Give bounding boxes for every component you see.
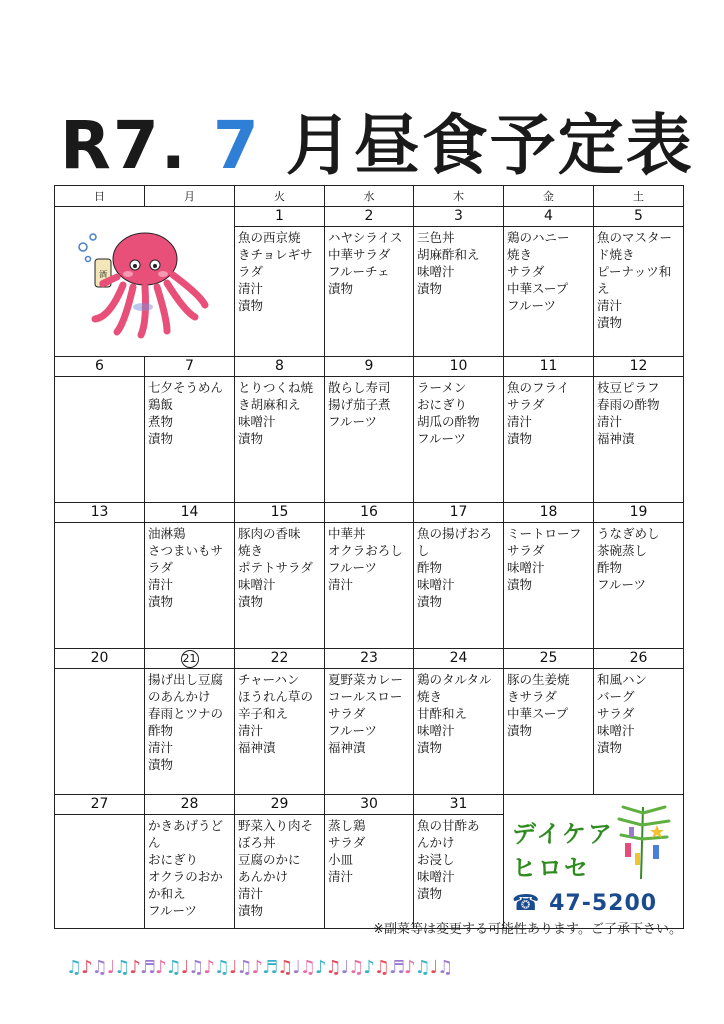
- day-menu: 魚の西京焼 きチョレギサ ラダ 清汁 漬物: [238, 230, 313, 313]
- day-number: 14: [145, 503, 234, 523]
- music-note-icon: ♫: [188, 957, 204, 978]
- weekday-mon: 月: [145, 186, 235, 207]
- music-note-icon: ♬: [262, 957, 278, 978]
- day-cell: [594, 649, 684, 795]
- day-cell: [235, 649, 325, 795]
- octopus-illustration-cell: [55, 207, 235, 357]
- day-menu: [55, 815, 144, 819]
- day-menu: 魚のフライ サラダ 清汁 漬物: [507, 380, 570, 446]
- music-note-icon: ♬: [388, 957, 405, 978]
- day-cell: [145, 649, 235, 795]
- day-cell: [594, 207, 684, 357]
- tanabata-bamboo-icon: [611, 803, 675, 881]
- day-number: 31: [414, 795, 503, 815]
- weekday-sun: 日: [55, 186, 145, 207]
- day-menu: ラーメン おにぎり 胡瓜の酢物 フルーツ: [417, 380, 480, 446]
- day-cell: [414, 795, 504, 929]
- week-row: [55, 503, 684, 649]
- music-note-icon: ♫: [414, 957, 430, 978]
- day-menu: 中華丼 オクラおろし フルーツ 清汁: [328, 526, 403, 592]
- music-note-icon: ♩: [340, 957, 349, 978]
- day-cell: [145, 503, 235, 649]
- music-note-icon: ♩: [292, 957, 300, 978]
- daycare-phone: [512, 891, 657, 916]
- day-number: 12: [594, 357, 683, 377]
- day-cell: [414, 207, 504, 357]
- day-menu: ハヤシライス 中華サラダ フルーチェ 漬物: [328, 230, 403, 296]
- disclaimer-note: ※副菜等は変更する可能性あります。ご了承下さい。: [373, 922, 682, 937]
- day-cell: [504, 207, 594, 357]
- day-menu: かきあげうど ん おにぎり オクラのおか か和え フルーツ: [148, 818, 224, 918]
- music-note-icon: ♪: [155, 957, 166, 978]
- title-month: 7: [212, 107, 261, 184]
- day-number: 27: [55, 795, 144, 815]
- day-number: 25: [504, 649, 593, 669]
- day-cell: [504, 503, 594, 649]
- week-row: [55, 357, 684, 503]
- day-number: 29: [235, 795, 324, 815]
- title-year: R7.: [60, 107, 188, 184]
- day-menu: 散らし寿司 揚げ茄子煮 フルーツ: [328, 380, 391, 429]
- daycare-info-cell: [504, 795, 684, 929]
- day-menu: 夏野菜カレー コールスロー サラダ フルーツ 福神漬: [328, 672, 404, 755]
- day-number: 6: [55, 357, 144, 377]
- day-menu: 七夕そうめん 鶏飯 煮物 漬物: [148, 380, 224, 446]
- day-number: 9: [325, 357, 413, 377]
- day-menu: 油淋鶏 さつまいもサ ラダ 清汁 漬物: [148, 526, 224, 609]
- music-note-icon: ♩: [228, 957, 237, 978]
- day-menu: 蒸し鶏 サラダ 小皿 清汁: [328, 818, 366, 884]
- day-number: 30: [325, 795, 413, 815]
- music-note-icon: ♫: [66, 957, 82, 978]
- music-note-icon: ♫: [91, 957, 107, 978]
- octopus-icon: [55, 207, 235, 352]
- week-row: [55, 207, 684, 357]
- day-number: 11: [504, 357, 593, 377]
- weekday-tue: 火: [235, 186, 325, 207]
- page-title: [60, 92, 700, 182]
- day-menu: 豚の生姜焼 きサラダ 中華スープ 漬物: [507, 672, 570, 738]
- day-menu: [55, 523, 144, 527]
- day-menu: 揚げ出し豆腐 のあんかけ 春雨とツナの 酢物 清汁 漬物: [148, 672, 224, 772]
- day-cell: [325, 503, 414, 649]
- day-number: 24: [414, 649, 503, 669]
- music-note-icon: ♫: [348, 957, 364, 978]
- music-note-icon: ♪: [404, 957, 415, 978]
- music-note-icon: ♫: [299, 957, 316, 978]
- day-menu: 鶏のタルタル 焼き 甘酢和え 味噌汁 漬物: [417, 672, 492, 755]
- day-menu: 魚の揚げおろ し 酢物 味噌汁 漬物: [417, 526, 493, 609]
- day-number: 8: [235, 357, 324, 377]
- day-menu: ミートローフ サラダ 味噌汁 漬物: [507, 526, 582, 592]
- day-number: 13: [55, 503, 144, 523]
- day-menu: 魚のマスター ド焼き ピーナッツ和 え 清汁 漬物: [597, 230, 673, 330]
- day-menu: チャーハン ほうれん草の 辛子和え 清汁 福神漬: [238, 672, 314, 755]
- music-note-icon: ♫: [165, 957, 181, 978]
- weekday-fri: 金: [504, 186, 594, 207]
- music-notes-decoration: [66, 957, 666, 983]
- week-row: [55, 795, 684, 929]
- music-note-icon: ♬: [139, 957, 156, 978]
- day-cell: [325, 207, 414, 357]
- music-note-icon: ♪: [129, 957, 140, 978]
- music-note-icon: ♫: [325, 957, 341, 978]
- phone-icon: ☎: [512, 891, 541, 916]
- music-note-icon: ♫: [373, 957, 389, 978]
- day-number: 2: [325, 207, 413, 227]
- day-menu: 魚の甘酢あ んかけ お浸し 味噌汁 漬物: [417, 818, 480, 901]
- day-menu: 豚肉の香味 焼き ポテトサラダ 味噌汁 漬物: [238, 526, 313, 609]
- weekday-header: [55, 186, 684, 207]
- day-cell: [55, 503, 145, 649]
- day-cell: [145, 357, 235, 503]
- day-cell: [325, 649, 414, 795]
- day-cell: [235, 207, 325, 357]
- day-number-circled: [145, 649, 234, 669]
- day-cell: [325, 357, 414, 503]
- day-number: 3: [414, 207, 503, 227]
- day-number: 21: [181, 650, 199, 668]
- day-cell: [504, 357, 594, 503]
- day-menu: [55, 669, 144, 673]
- music-note-icon: ♪: [203, 957, 214, 978]
- day-cell: [55, 357, 145, 503]
- week-row: [55, 649, 684, 795]
- day-cell: [235, 795, 325, 929]
- daycare-branch: ヒロセ: [512, 854, 590, 882]
- day-cell: [414, 503, 504, 649]
- day-number: 28: [145, 795, 234, 815]
- day-menu: とりつくね焼 き胡麻和え 味噌汁 漬物: [238, 380, 314, 446]
- day-menu: 枝豆ピラフ 春雨の酢物 清汁 福神漬: [597, 380, 660, 446]
- day-number: 19: [594, 503, 683, 523]
- title-text: 月昼食予定表: [285, 107, 694, 184]
- music-note-icon: ♩: [106, 957, 115, 978]
- music-note-icon: ♪: [251, 957, 263, 978]
- day-number: 10: [414, 357, 503, 377]
- day-cell: [235, 503, 325, 649]
- music-note-icon: ♩: [180, 957, 189, 978]
- music-note-icon: ♫: [236, 957, 252, 978]
- day-number: 16: [325, 503, 413, 523]
- weekday-thu: 木: [414, 186, 504, 207]
- music-note-icon: ♪: [363, 957, 374, 978]
- music-note-icon: ♫: [437, 957, 453, 978]
- day-menu: 和風ハン バーグ サラダ 味噌汁 漬物: [597, 672, 648, 755]
- day-number: 18: [504, 503, 593, 523]
- music-note-icon: ♪: [315, 957, 326, 978]
- day-cell: [414, 649, 504, 795]
- day-menu: [55, 377, 144, 381]
- day-number: 1: [235, 207, 324, 227]
- day-menu: 野菜入り肉そ ぼろ丼 豆腐のかに あんかけ 清汁 漬物: [238, 818, 314, 918]
- music-note-icon: ♪: [81, 957, 92, 978]
- day-cell: [55, 649, 145, 795]
- day-cell: [594, 357, 684, 503]
- day-cell: [145, 795, 235, 929]
- day-number: 22: [235, 649, 324, 669]
- day-number: 5: [594, 207, 683, 227]
- weekday-sat: 土: [594, 186, 684, 207]
- lunch-calendar: [54, 185, 684, 929]
- music-note-icon: ♫: [213, 957, 229, 978]
- day-cell: [55, 795, 145, 929]
- day-cell: [504, 649, 594, 795]
- music-note-icon: ♫: [114, 957, 130, 978]
- day-cell: [235, 357, 325, 503]
- day-number: 23: [325, 649, 413, 669]
- day-cell: [414, 357, 504, 503]
- day-cell: [594, 503, 684, 649]
- day-cell: [325, 795, 414, 929]
- daycare-name: デイケア: [512, 820, 614, 848]
- music-note-icon: ♫: [277, 957, 293, 978]
- phone-number: 47-5200: [549, 891, 658, 916]
- day-number: 17: [414, 503, 503, 523]
- day-menu: 鶏のハニー 焼き サラダ 中華スープ フルーツ: [507, 230, 570, 313]
- music-note-icon: ♩: [429, 957, 438, 978]
- day-menu: 三色丼 胡麻酢和え 味噌汁 漬物: [417, 230, 480, 296]
- day-number: 20: [55, 649, 144, 669]
- day-number: 26: [594, 649, 683, 669]
- day-menu: うなぎめし 茶碗蒸し 酢物 フルーツ: [597, 526, 660, 592]
- svg-text:酒: 酒: [99, 270, 107, 279]
- day-number: 7: [145, 357, 234, 377]
- weekday-wed: 水: [325, 186, 414, 207]
- day-number: 4: [504, 207, 593, 227]
- day-number: 15: [235, 503, 324, 523]
